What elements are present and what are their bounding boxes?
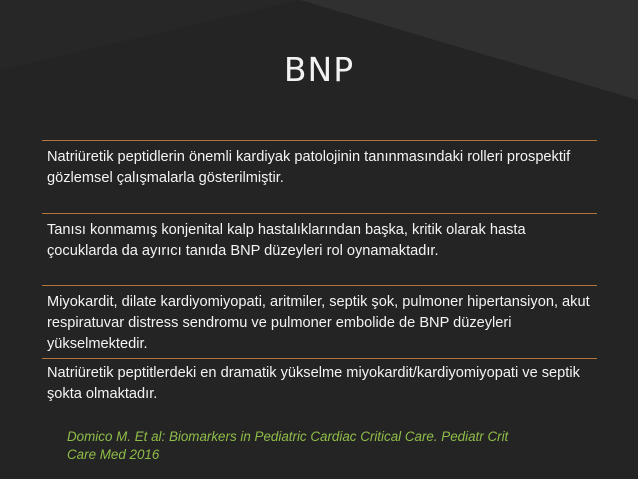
bullet-text-1: Natriüretik peptidlerin önemli kardiyak patolojinin tanınmasındaki rolleri prospektif gözlemsel çalışmalarla gösterilmiştir. (47, 149, 571, 186)
bullet-divider (42, 213, 597, 214)
bullet-text-3: Miyokardit, dilate kardiyomiyopati, aritmiler, septik şok, pulmoner hipertansiyon, akut respiratuvar distress sendromu ve pulmoner embolide de BNP düzeyleri yükselmektedir. (47, 294, 590, 352)
bullet-text-2: Tanısı konmamış konjenital kalp hastalıklarından başka, kritik olarak hasta çocuklarda da ayırıcı tanıda BNP düzeyleri rol oynamaktadır. (47, 222, 526, 259)
slide-title: BNP (283, 50, 355, 89)
bullet-divider (42, 140, 597, 141)
citation: Domico M. Et al: Biomarkers in Pediatric Cardiac Critical Care. Pediatr Crit Care Med 2016 (67, 429, 509, 462)
bullet-divider (42, 358, 597, 359)
bullet-divider (42, 285, 597, 286)
bullet-text-4: Natriüretik peptitlerdeki en dramatik yükselme miyokardit/kardiyomiyopati ve septik şokta olmaktadır. (47, 365, 580, 402)
